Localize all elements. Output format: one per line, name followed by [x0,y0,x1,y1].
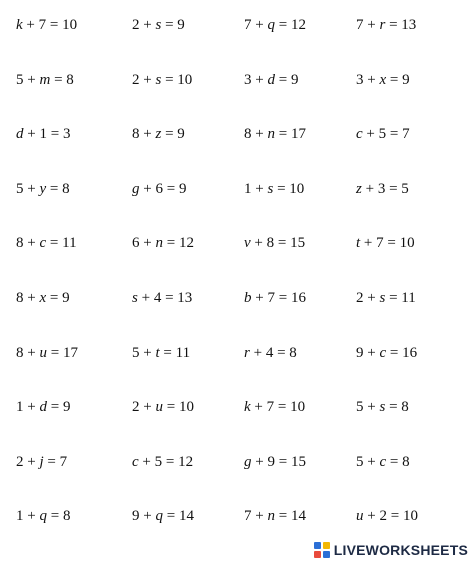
equation-item: 1 + q = 8 [16,508,71,524]
equation-item: b + 7 = 16 [244,290,306,306]
equation-item: c + 5 = 7 [356,126,410,142]
equation-item: 2 + s = 9 [132,17,185,33]
equation-item: s + 4 = 13 [132,290,193,306]
variable-symbol: n [267,508,275,524]
variable-symbol: d [267,72,275,88]
variable-symbol: s [379,290,386,306]
variable-symbol: n [267,126,275,142]
variable-symbol: q [267,17,275,33]
variable-symbol: x [39,290,47,306]
variable-symbol: y [39,181,47,197]
variable-symbol: j [39,454,44,470]
equation-item: 9 + q = 14 [132,508,194,524]
variable-symbol: m [39,72,51,88]
equation-item: 9 + c = 16 [356,345,418,361]
brand-text: LIVEWORKSHEETS [333,542,468,558]
equation-item: 5 + c = 8 [356,454,410,470]
variable-symbol: g [132,181,140,197]
variable-symbol: c [39,235,47,251]
variable-symbol: g [244,454,252,470]
variable-symbol: k [16,17,23,33]
variable-symbol: r [244,345,250,361]
variable-symbol: q [155,508,163,524]
equation-item: u + 2 = 10 [356,508,418,524]
variable-symbol: c [132,454,139,470]
variable-symbol: x [379,72,387,88]
variable-symbol: c [356,126,363,142]
equation-item: 2 + j = 7 [16,454,68,470]
variable-symbol: r [379,17,386,33]
variable-symbol: z [356,181,362,197]
equation-item: g + 9 = 15 [244,454,306,470]
equation-item: 8 + u = 17 [16,345,78,361]
equation-item: 8 + c = 11 [16,235,77,251]
equation-item: 2 + u = 10 [132,399,194,415]
variable-symbol: t [155,345,160,361]
variable-symbol: q [39,508,47,524]
equation-item: 8 + z = 9 [132,126,185,142]
variable-symbol: s [132,290,138,306]
variable-symbol: v [244,235,251,251]
equation-item: t + 7 = 10 [356,235,415,251]
equation-item: 2 + s = 10 [132,72,193,88]
variable-symbol: s [155,72,162,88]
variable-symbol: c [379,454,387,470]
liveworksheets-brand [314,540,468,560]
equation-item: 8 + x = 9 [16,290,70,306]
equation-item: g + 6 = 9 [132,181,187,197]
equation-item: d + 1 = 3 [16,126,71,142]
equation-item: r + 4 = 8 [244,345,297,361]
variable-symbol: b [244,290,252,306]
variable-symbol: d [39,399,47,415]
variable-symbol: k [244,399,251,415]
variable-symbol: z [155,126,162,142]
equation-item: k + 7 = 10 [244,399,306,415]
equation-item: z + 3 = 5 [356,181,409,197]
variable-symbol: u [356,508,364,524]
equation-item: c + 5 = 12 [132,454,194,470]
equation-item: v + 8 = 15 [244,235,306,251]
equation-item: 5 + m = 8 [16,72,74,88]
variable-symbol: u [155,399,163,415]
variable-symbol: u [39,345,47,361]
variable-symbol: t [356,235,361,251]
equation-item: 7 + n = 14 [244,508,306,524]
equation-item: 7 + r = 13 [356,17,417,33]
equation-item: 6 + n = 12 [132,235,194,251]
variable-symbol: d [16,126,24,142]
equation-item: 1 + s = 10 [244,181,305,197]
equation-item: 7 + q = 12 [244,17,306,33]
equation-item: 5 + y = 8 [16,181,70,197]
variable-symbol: s [379,399,386,415]
equation-item: k + 7 = 10 [16,17,78,33]
equation-item: 8 + n = 17 [244,126,306,142]
equation-item: 5 + t = 11 [132,345,191,361]
equation-item: 5 + s = 8 [356,399,409,415]
variable-symbol: s [267,181,274,197]
equation-item: 1 + d = 9 [16,399,71,415]
variable-symbol: n [155,235,163,251]
equation-item: 2 + s = 11 [356,290,416,306]
equation-item: 3 + d = 9 [244,72,299,88]
variable-symbol: c [379,345,387,361]
liveworksheets-logo-icon [314,542,330,558]
equation-item: 3 + x = 9 [356,72,410,88]
variable-symbol: s [155,17,162,33]
